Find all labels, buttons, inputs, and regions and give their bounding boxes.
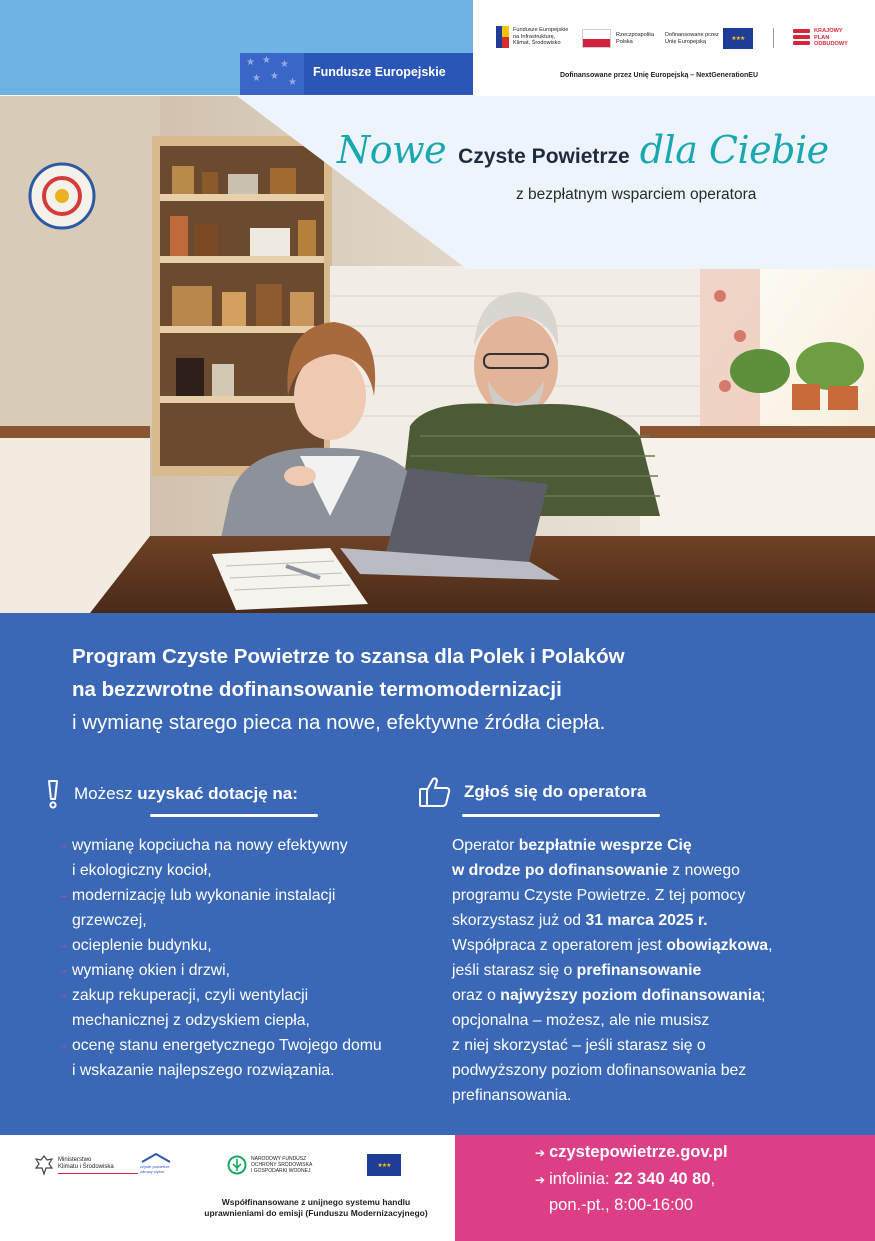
nfos-text-2: OCHRONY ŚRODOWISKA xyxy=(251,1162,313,1168)
eu-logo-text-2: Unię Europejską xyxy=(665,38,707,45)
op-text: z nowego xyxy=(667,862,740,879)
grant-heading xyxy=(44,779,298,809)
krajowy-plan-odbudowy-logo xyxy=(793,28,848,48)
grant-list xyxy=(58,833,382,1083)
op-line-4 xyxy=(452,908,842,933)
title-script-nowe: Nowe xyxy=(337,128,447,172)
program-lead xyxy=(72,640,625,739)
op-bold: najwyższy poziom dofinansowania xyxy=(500,987,761,1004)
mkis-text-2: Klimatu i Środowiska xyxy=(58,1163,114,1170)
op-line-6 xyxy=(452,958,842,983)
rzeczpospolita-logo xyxy=(582,29,654,48)
list-item: → modernizację lub wykonanie instalacji xyxy=(58,883,382,908)
op-line-5 xyxy=(452,933,842,958)
eu-flag-icon: ★★★ xyxy=(367,1154,401,1176)
title-script-dla-ciebie: dla Ciebie xyxy=(639,128,829,172)
grant-heading-bold: uzyskać dotację na: xyxy=(137,784,298,803)
nfos-text-1: NARODOWY FUNDUSZ xyxy=(251,1156,307,1162)
operator-heading xyxy=(418,775,646,809)
operator-heading-text: Zgłoś się do operatora xyxy=(464,782,647,801)
co-financing-note: Współfinansowane z unijnego systemu handlu uprawnieniami do emisji (Funduszu Modernizacyjnego) xyxy=(204,1197,428,1218)
op-bold: bezpłatnie wesprze Cię xyxy=(518,837,692,854)
grant-heading-prefix: Możesz xyxy=(74,784,138,803)
fe-logo-text-3: Klimat, Środowisko xyxy=(513,40,561,47)
fe-logo-icon xyxy=(496,26,509,48)
op-line-1 xyxy=(452,833,842,858)
arrow-right-icon: ➔ xyxy=(535,1173,546,1187)
op-line-9: z niej skorzystać – jeśli starasz się o xyxy=(452,1037,706,1054)
op-line-10: podwyższony poziom dofinansowania bez xyxy=(452,1062,747,1079)
grant-heading-underline xyxy=(150,814,318,817)
arrow-right-icon: ➔ xyxy=(535,1146,546,1160)
op-text: Operator xyxy=(452,837,519,854)
lead-line-2: na bezzwrotne dofinansowanie termomodernizacji xyxy=(72,678,562,701)
list-item: → wymianę kopciucha na nowy efektywny xyxy=(58,833,382,858)
eagle-emblem-icon xyxy=(34,1154,54,1176)
thumbs-up-icon xyxy=(418,775,452,809)
hero-subtitle: z bezpłatnym wsparciem operatora xyxy=(516,186,757,203)
op-line-7 xyxy=(452,983,842,1008)
op-line-8: opcjonalna – możesz, ale nie musisz xyxy=(452,1012,710,1029)
nfos-text-3: I GOSPODARKI WODNEJ xyxy=(251,1168,311,1174)
title-czyste-powietrze: Czyste Powietrze xyxy=(458,145,630,168)
list-item-continuation: i ekologiczny kocioł, xyxy=(72,862,212,879)
list-item-continuation: mechanicznej z odzyskiem ciepła, xyxy=(72,1012,310,1029)
op-line-2 xyxy=(452,858,842,883)
eu-cofinanced-logo xyxy=(665,28,753,49)
op-text: skorzystasz już od xyxy=(452,912,586,929)
fe-infrastructure-logo xyxy=(496,26,568,48)
operator-description xyxy=(452,833,842,1108)
house-roof-icon xyxy=(140,1152,172,1164)
op-line-3: programu Czyste Powietrze. Z tej pomocy xyxy=(452,887,746,904)
list-item-continuation: i wskazanie najlepszego rozwiązania. xyxy=(72,1062,335,1079)
hero-title xyxy=(337,128,829,172)
pl-logo-text-1: Rzeczpospolita xyxy=(616,31,654,38)
eu-stars-pattern: ★ ★ ★ ★ ★ ★ xyxy=(240,53,304,95)
op-date: 31 marca 2025 r. xyxy=(585,912,708,929)
op-text: oraz o xyxy=(452,987,501,1004)
op-text: jeśli starasz się o xyxy=(452,962,577,979)
cp-logo-text-1: czyste powietrze xyxy=(140,1164,170,1169)
footer-eu-flag xyxy=(367,1154,401,1176)
op-bold: w drodze po dofinansowanie xyxy=(452,862,668,879)
nfosigw-logo xyxy=(227,1155,312,1175)
kpo-icon xyxy=(793,28,810,47)
hotline xyxy=(535,1170,715,1189)
nfosigw-leaf-icon xyxy=(227,1155,247,1175)
cp-logo-text-2: zdrowy wybór xyxy=(140,1169,165,1174)
list-item: → wymianę okien i drzwi, xyxy=(58,958,382,983)
list-item: → zakup rekuperacji, czyli wentylacji xyxy=(58,983,382,1008)
footer-logos-area xyxy=(0,1135,455,1241)
list-item-continuation: grzewczej, xyxy=(72,912,147,929)
op-bold: prefinansowanie xyxy=(576,962,702,979)
hotline-prefix: infolinia: xyxy=(549,1170,615,1188)
hotline-punct: , xyxy=(710,1170,716,1188)
operator-heading-underline xyxy=(462,814,660,817)
ministry-climate-logo xyxy=(34,1154,138,1176)
fe-logo-text-1: Fundusze Europejskie xyxy=(513,27,569,34)
op-line-11: prefinansowania. xyxy=(452,1087,572,1104)
polish-flag-icon xyxy=(582,29,611,48)
eu-logo-text-1: Dofinansowane przez xyxy=(665,31,719,38)
op-text: Współpraca z operatorem jest xyxy=(452,937,667,954)
nextgeneration-note: Dofinansowane przez Unię Europejską – NextGenerationEU xyxy=(560,72,758,79)
fundusze-europejskie-badge xyxy=(240,53,473,95)
lead-line-3: i wymianę starego pieca na nowe, efektywne źródła ciepła. xyxy=(72,711,606,734)
op-punct: , xyxy=(768,937,773,954)
hotline-number[interactable]: 22 340 40 80 xyxy=(614,1170,711,1188)
mkis-red-line xyxy=(58,1173,138,1174)
kpo-text-2: PLAN xyxy=(814,34,830,41)
hotline-hours: pon.-pt., 8:00-16:00 xyxy=(549,1196,694,1214)
lead-line-1: Program Czyste Powietrze to szansa dla Polek i Polaków xyxy=(72,645,625,668)
pl-logo-text-2: Polska xyxy=(616,38,633,45)
fe-badge-label: Fundusze Europejskie xyxy=(313,65,446,79)
logo-divider xyxy=(773,28,774,48)
op-punct: ; xyxy=(760,987,766,1004)
op-bold: obowiązkowa xyxy=(666,937,769,954)
eu-flag-icon: ★★★ xyxy=(723,28,753,49)
website-link[interactable] xyxy=(535,1143,728,1162)
kpo-text-1: KRAJOWY xyxy=(814,28,843,34)
fe-logo-text-2: na Infrastrukturę, xyxy=(513,33,556,40)
website-url[interactable]: czystepowietrze.gov.pl xyxy=(549,1143,728,1161)
list-item: → ocenę stanu energetycznego Twojego domu xyxy=(58,1033,382,1058)
exclamation-icon xyxy=(44,779,62,809)
list-item: → ocieplenie budynku, xyxy=(58,933,382,958)
czyste-powietrze-logo xyxy=(140,1152,172,1174)
kpo-text-3: ODBUDOWY xyxy=(814,41,848,48)
mkis-text-1: Ministerstwo xyxy=(58,1156,92,1163)
